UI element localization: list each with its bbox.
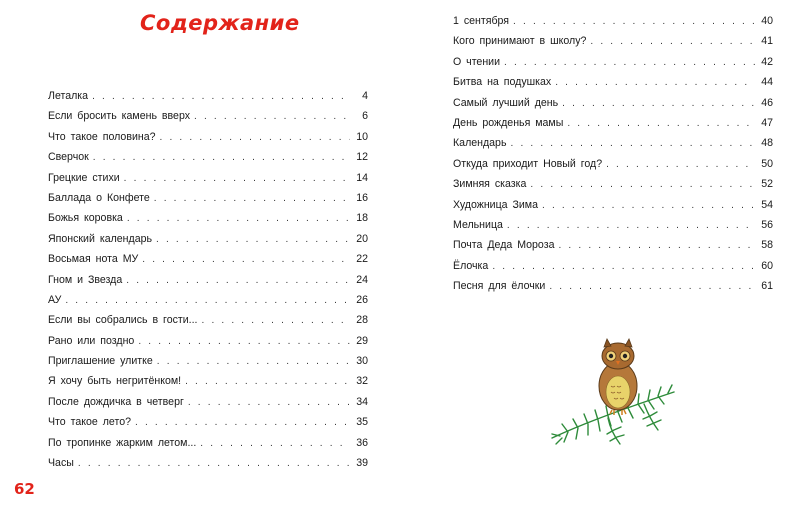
toc-dot-leader: [160, 128, 350, 148]
toc-entry-title: Если вы собрались в гости...: [48, 314, 198, 327]
toc-entry-page: 34: [356, 395, 368, 408]
toc-dot-leader: [562, 94, 755, 114]
toc-dot-leader: [92, 87, 350, 107]
toc-entry-title: Рано или поздно: [48, 334, 135, 347]
toc-entry-title: Часы: [48, 457, 74, 470]
page-title: Содержание: [140, 11, 300, 35]
toc-dot-leader: [142, 250, 350, 270]
toc-entry-page: 54: [761, 198, 773, 211]
toc-entry-page: 26: [356, 293, 368, 306]
toc-entry-page: 47: [761, 116, 773, 129]
toc-entry: [48, 310, 368, 330]
toc-entry: [453, 11, 773, 31]
toc-entry-page: 28: [356, 314, 368, 327]
toc-entry: [48, 208, 368, 228]
toc-entry-page: 6: [362, 110, 368, 123]
toc-entry-title: АУ: [48, 293, 62, 306]
toc-entry-page: 44: [761, 76, 773, 89]
toc-dot-leader: [200, 434, 350, 454]
toc-entry-title: День рожденья мамы: [453, 116, 564, 129]
toc-dot-leader: [507, 216, 755, 236]
toc-entry: [453, 195, 773, 215]
toc-entry-page: 32: [356, 375, 368, 388]
toc-entry-page: 42: [761, 55, 773, 68]
toc-entry: [48, 392, 368, 412]
toc-entry: [453, 174, 773, 194]
toc-entry: [48, 453, 368, 473]
toc-entry: [48, 270, 368, 290]
toc-entry-title: Восьмая нота МУ: [48, 253, 139, 266]
toc-entry-page: 36: [356, 436, 368, 449]
toc-entry-title: Леталка: [48, 90, 89, 102]
toc-entry-page: 16: [356, 191, 368, 204]
toc-dot-leader: [65, 291, 350, 311]
toc-entry-page: 61: [761, 280, 773, 293]
toc-entry-title: По тропинке жарким летом...: [48, 436, 197, 449]
toc-entry-title: Зимняя сказка: [453, 178, 527, 191]
toc-dot-leader: [542, 196, 755, 216]
toc-entry: [453, 93, 773, 113]
toc-dot-leader: [513, 12, 755, 32]
toc-dot-leader: [555, 73, 755, 93]
toc-entry-page: 29: [356, 334, 368, 347]
toc-entry-page: 40: [761, 15, 773, 27]
toc-right-column: [453, 11, 773, 296]
toc-entry-title: Если бросить камень вверх: [48, 110, 191, 123]
toc-left-column: [48, 86, 368, 473]
toc-entry: [48, 188, 368, 208]
toc-entry: [453, 276, 773, 296]
toc-entry-title: Баллада о Конфете: [48, 191, 150, 204]
toc-dot-leader: [154, 189, 350, 209]
toc-entry: [453, 256, 773, 276]
toc-entry: [48, 127, 368, 147]
toc-dot-leader: [530, 175, 755, 195]
toc-dot-leader: [567, 114, 755, 134]
toc-dot-leader: [157, 352, 350, 372]
toc-entry-page: 12: [356, 151, 368, 164]
toc-entry: [48, 106, 368, 126]
toc-entry-title: Календарь: [453, 137, 507, 150]
toc-entry-title: Битва на подушках: [453, 76, 552, 89]
toc-dot-leader: [156, 230, 350, 250]
toc-entry-page: 58: [761, 239, 773, 252]
toc-entry-page: 60: [761, 259, 773, 272]
toc-entry-title: Грецкие стихи: [48, 171, 120, 184]
toc-entry-page: 4: [362, 90, 368, 102]
toc-entry: [48, 433, 368, 453]
toc-entry: [48, 86, 368, 106]
toc-entry: [48, 249, 368, 269]
toc-dot-leader: [590, 32, 755, 52]
toc-entry-page: 48: [761, 137, 773, 150]
toc-entry-title: Ёлочка: [453, 259, 489, 272]
toc-entry: [453, 133, 773, 153]
toc-dot-leader: [510, 134, 755, 154]
toc-dot-leader: [558, 236, 755, 256]
toc-entry-title: Гном и Звезда: [48, 273, 123, 286]
toc-entry-title: После дождичка в четверг: [48, 395, 184, 408]
toc-entry-title: Откуда приходит Новый год?: [453, 157, 603, 170]
toc-entry-title: Я хочу быть негритёнком!: [48, 375, 182, 388]
toc-entry-page: 35: [356, 416, 368, 429]
toc-entry-title: Почта Деда Мороза: [453, 239, 555, 252]
toc-dot-leader: [124, 169, 350, 189]
toc-dot-leader: [127, 209, 350, 229]
toc-dot-leader: [188, 393, 350, 413]
toc-entry-page: 41: [761, 35, 773, 48]
toc-entry: [453, 235, 773, 255]
toc-dot-leader: [135, 413, 350, 433]
toc-entry: [48, 371, 368, 391]
toc-entry-title: Художница Зима: [453, 198, 538, 211]
toc-dot-leader: [78, 454, 350, 474]
toc-dot-leader: [504, 53, 755, 73]
toc-dot-leader: [185, 372, 350, 392]
toc-entry: [48, 168, 368, 188]
toc-entry: [48, 351, 368, 371]
toc-entry: [453, 72, 773, 92]
toc-dot-leader: [201, 311, 350, 331]
toc-entry-title: Мельница: [453, 218, 503, 231]
toc-entry-page: 18: [356, 212, 368, 225]
toc-entry: [48, 331, 368, 351]
toc-entry-page: 10: [356, 130, 368, 143]
toc-entry-page: 52: [761, 178, 773, 191]
toc-entry-title: 1 сентября: [453, 15, 510, 27]
toc-entry-title: Приглашение улитке: [48, 355, 153, 368]
toc-dot-leader: [93, 148, 350, 168]
toc-entry: [453, 113, 773, 133]
toc-dot-leader: [606, 155, 755, 175]
toc-entry-page: 30: [356, 355, 368, 368]
toc-entry-page: 39: [356, 457, 368, 470]
toc-dot-leader: [194, 107, 350, 127]
toc-entry-page: 20: [356, 232, 368, 245]
toc-dot-leader: [138, 332, 350, 352]
toc-entry-page: 14: [356, 171, 368, 184]
toc-entry-title: Что такое лето?: [48, 416, 131, 429]
toc-entry-title: Что такое половина?: [48, 130, 156, 143]
toc-entry: [48, 229, 368, 249]
toc-entry-page: 24: [356, 273, 368, 286]
toc-entry: [453, 154, 773, 174]
toc-entry-title: Сверчок: [48, 151, 89, 164]
toc-dot-leader: [549, 277, 755, 297]
toc-entry-title: Самый лучший день: [453, 96, 559, 109]
toc-entry-page: 56: [761, 218, 773, 231]
toc-dot-leader: [126, 271, 350, 291]
toc-entry-title: Песня для ёлочки: [453, 280, 546, 293]
toc-entry: [453, 215, 773, 235]
toc-entry-page: 46: [761, 96, 773, 109]
toc-entry-title: Японский календарь: [48, 232, 153, 245]
toc-entry-title: О чтении: [453, 55, 501, 68]
toc-dot-leader: [492, 257, 755, 277]
owl-on-fir-branch-icon: [548, 334, 678, 454]
toc-entry-title: Кого принимают в школу?: [453, 35, 587, 48]
toc-entry: [453, 31, 773, 51]
toc-entry: [48, 147, 368, 167]
toc-entry-title: Божья коровка: [48, 212, 123, 225]
page-number: 62: [14, 480, 35, 498]
toc-entry: [48, 290, 368, 310]
toc-entry: [48, 412, 368, 432]
toc-entry-page: 50: [761, 157, 773, 170]
toc-entry: [453, 52, 773, 72]
toc-entry-page: 22: [356, 253, 368, 266]
